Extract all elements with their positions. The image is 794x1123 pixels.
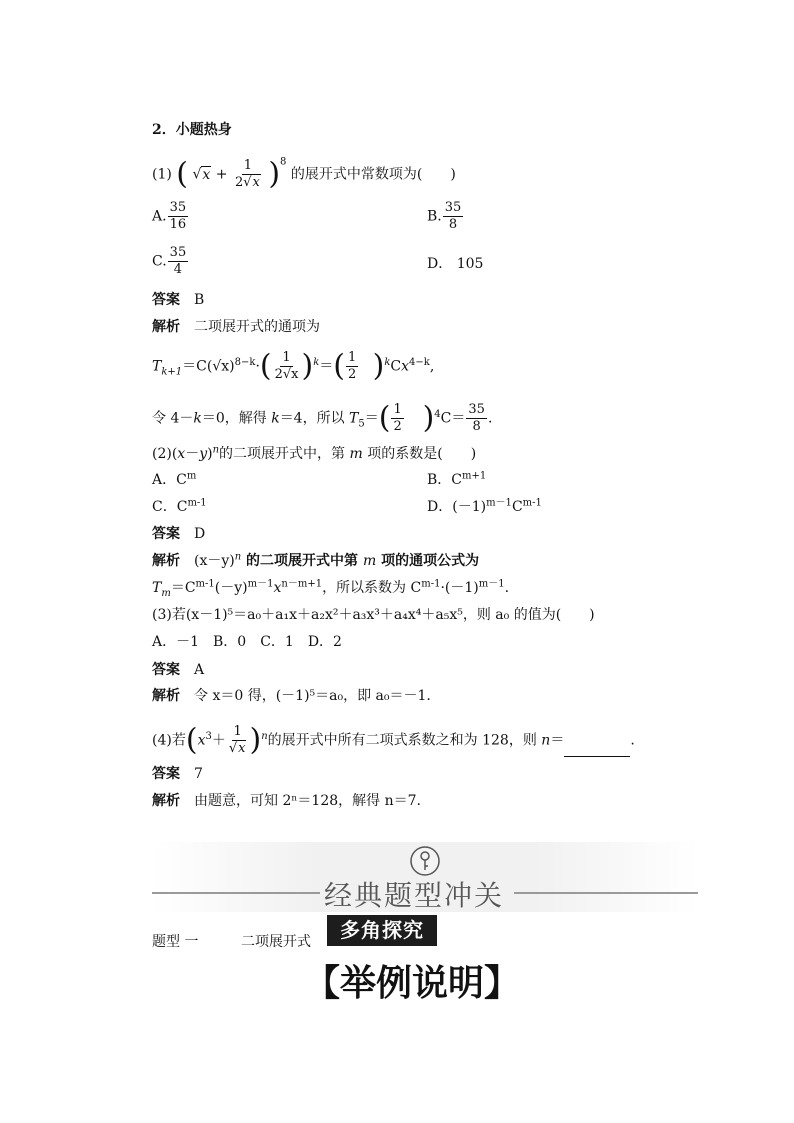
question-type-topic: 二项展开式 xyxy=(241,934,311,950)
q2-formula: $T_m=C^{m-1}(-y)^{m-1}x^{n-m+1}$，所以系数为 $C^{m-1}\cdot(-1)^{m-1}$. xyxy=(152,578,510,599)
q1-answer: 答案 B xyxy=(152,292,205,308)
q2-option-c: C．$C^{m-1}$ xyxy=(152,497,207,515)
banner-rule-right xyxy=(514,892,698,894)
q1-option-a: A. $\frac{35}{16}$ xyxy=(152,200,187,232)
banner-title: 经典题型冲关 xyxy=(324,879,505,912)
section-banner xyxy=(152,842,698,912)
q4-analysis: 解析 由题意，可知 2ⁿ＝128，解得 n＝7. xyxy=(152,793,421,809)
q1-sqrt: √x xyxy=(192,166,211,183)
q1-option-c: C. $\frac{35}{4}$ xyxy=(152,245,187,277)
q3-stem: (3)若(x－1)⁵＝a₀＋a₁x＋a₂x²＋a₃x³＋a₄x⁴＋a₅x⁵，则 a₀ 的值为( ) xyxy=(152,607,595,623)
q3-answer: 答案 A xyxy=(152,662,205,678)
q3-options: A．－1 B．0 C．1 D．2 xyxy=(152,634,342,650)
q4-answer-blank[interactable] xyxy=(564,742,630,757)
q1-formula-result: 令 4－k＝0，解得 k＝4，所以 $T_5=$( $\frac{1}{2}$ )$^4$C＝ $\frac{35}{8}$ . xyxy=(152,400,493,436)
q1-formula-general-term: $T_{k+1}=C(√x)^{8-k}\cdot$( $\frac{1}{2√x}$ )$^k$＝( $\frac{1}{2}$ )$^kCx^{4-k}$, xyxy=(152,348,435,384)
analysis-label: 解析 xyxy=(152,319,180,335)
q4-stem: (4)若($x^3+$ $\frac{1}{√x}$ )$^n$的展开式中所有二项式系数之和为 128，则 n＝ . xyxy=(152,722,635,758)
q2-answer: 答案 D xyxy=(152,526,206,542)
q1-fraction: $\frac{1}{2√x}$ xyxy=(234,158,260,190)
question-type-label: 题型 一 xyxy=(152,934,199,950)
q2-option-d: D．$(-1)^{m-1}C^{m-1}$ xyxy=(427,497,542,515)
q2-option-a: A．$C^m$ xyxy=(152,470,197,488)
multi-angle-tag: 多角探究 xyxy=(327,915,437,946)
q2-option-b: B．$C^{m+1}$ xyxy=(427,470,487,488)
paren-right: ) xyxy=(268,156,281,192)
q3-analysis: 解析 令 x＝0 得，(－1)⁵＝a₀，即 a₀＝－1. xyxy=(152,688,431,704)
answer-label: 答案 xyxy=(152,292,180,308)
q2-analysis: 解析 $(x-y)^n$ 的二项展开式中第 m 项的通项公式为 xyxy=(152,551,480,569)
q1-analysis: 解析 二项展开式的通项为 xyxy=(152,319,320,335)
key-circle-icon xyxy=(408,844,442,878)
q1-text: 的展开式中常数项为( ) xyxy=(290,166,456,183)
q1-number: (1) xyxy=(152,166,172,183)
banner-rule-left xyxy=(152,892,320,894)
paren-left: ( xyxy=(176,156,189,192)
example-heading: 【举例说明】 xyxy=(304,963,521,1004)
q4-answer: 答案 7 xyxy=(152,766,203,782)
q1-option-b: B. $\frac{35}{8}$ xyxy=(427,200,462,232)
q1-stem: (1) ( √x + $\frac{1}{2√x}$ )$^8$ 的展开式中常数项为( ) xyxy=(152,156,456,192)
section-title: 2．小题热身 xyxy=(152,122,232,138)
q2-stem: $(2)(x-y)^n$的二项展开式中，第 m 项的系数是( ) xyxy=(152,444,477,462)
q1-option-d: D． 105 xyxy=(427,256,484,272)
